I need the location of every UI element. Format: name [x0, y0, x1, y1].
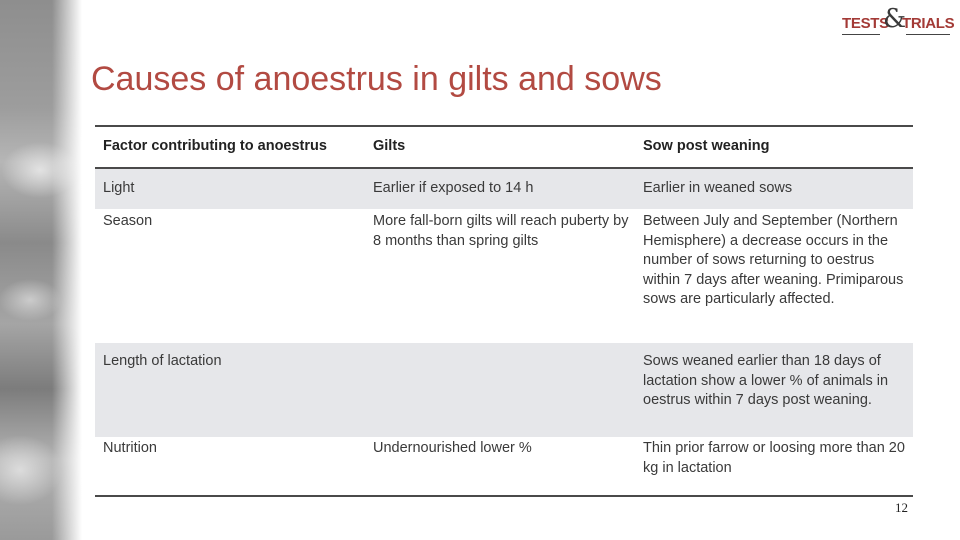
tests-and-trials-logo — [842, 4, 955, 40]
logo-trials-text: TRIALS — [902, 15, 955, 32]
sow-cell: Earlier in weaned sows — [635, 168, 913, 209]
table-row — [95, 343, 913, 437]
side-photo — [0, 0, 82, 540]
slide-title: Causes of anoestrus in gilts and sows — [91, 60, 662, 98]
gilts-cell — [365, 343, 635, 437]
table-header-row — [95, 126, 913, 168]
column-header: Gilts — [365, 126, 635, 168]
sow-cell: Between July and September (Northern Hemisphere) a decrease occurs in the number of sows returning to oestrus within 7 days after weaning. Primiparous sows are particularly affected. — [643, 213, 904, 307]
sow-cell: Sows weaned earlier than 18 days of lactation show a lower % of animals in oestrus within 7 days post weaning. — [635, 343, 913, 437]
logo-underline — [842, 34, 880, 35]
column-header: Sow post weaning — [635, 126, 913, 168]
gilts-cell: More fall-born gilts will reach puberty by 8 months than spring gilts — [373, 213, 629, 249]
table-row — [95, 209, 913, 343]
table-row — [95, 437, 913, 496]
logo-underline — [906, 34, 950, 35]
logo-tests-text: TESTS — [842, 15, 889, 32]
factor-cell: Length of lactation — [95, 343, 365, 437]
column-header: Factor contributing to anoestrus — [95, 126, 365, 168]
table-row — [95, 168, 913, 209]
sow-cell: Thin prior farrow or loosing more than 20 kg in lactation — [643, 440, 905, 476]
page-number: 12 — [895, 500, 908, 515]
gilts-cell: Earlier if exposed to 14 h — [365, 168, 635, 209]
anoestrus-table — [95, 125, 913, 497]
factor-cell: Season — [103, 213, 153, 229]
gilts-cell: Undernourished lower % — [373, 440, 532, 456]
factor-cell: Nutrition — [103, 440, 157, 456]
logo-ampersand: & — [883, 4, 907, 34]
factor-cell: Light — [95, 168, 365, 209]
